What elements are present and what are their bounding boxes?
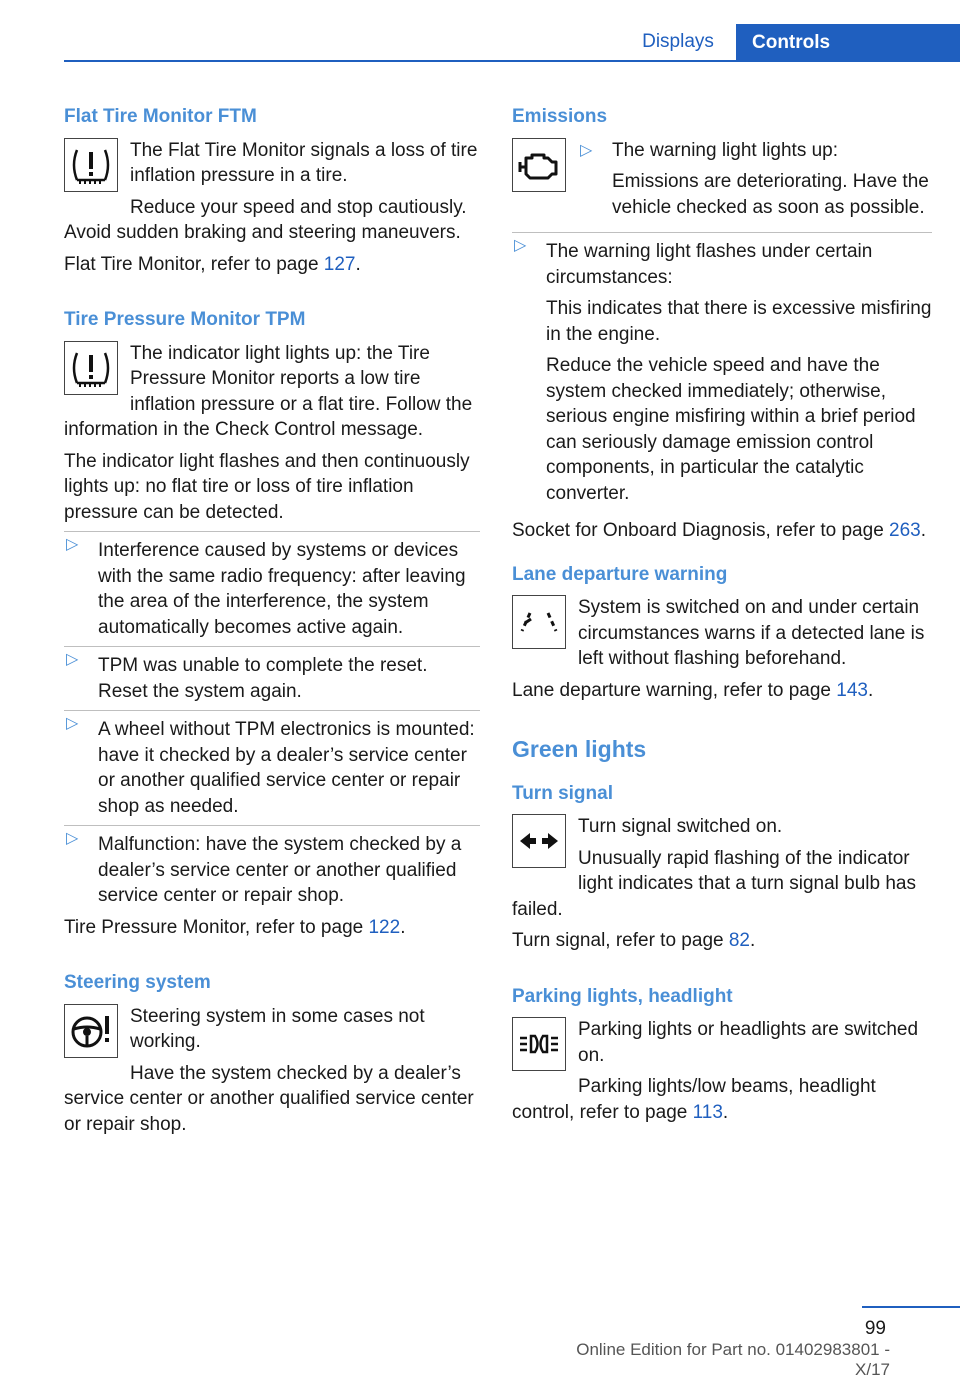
lane-departure-icon [512, 595, 566, 649]
list-item [578, 138, 932, 221]
page-link[interactable]: 122 [368, 916, 401, 938]
turn-paragraph-2: Unusually rapid flashing of the indicator light indicates that a turn signal bulb has failed. [512, 847, 916, 920]
ftm-paragraph-2: Reduce your speed and stop cautiously. Avoid sudden braking and steering maneuvers. [64, 196, 467, 243]
triangle-bullet-icon: ▷ [66, 536, 79, 553]
steering-warning-icon [64, 1004, 118, 1058]
edition-footer: Online Edition for Part no. 01402983801 - X/17 [576, 1340, 890, 1379]
list-item [64, 646, 480, 704]
section-title: Lane departure warning [512, 563, 728, 585]
ref-text: Flat Tire Monitor, refer to page [64, 253, 324, 275]
section-title: Flat Tire Monitor FTM [64, 106, 257, 127]
page-link[interactable]: 127 [323, 253, 356, 275]
list-item-text: Reduce the vehicle speed and have the system checked immediately; otherwise, serious engine misfiring within a brief period can seriously damage emission control components, in particular the catalytic converter. [546, 355, 916, 504]
list-item-text: This indicates that there is excessive misfiring in the engine. [546, 298, 932, 345]
socket-reference: Socket for Onboard Diagnosis, refer to page 263. [512, 520, 927, 541]
section-lane-departure [512, 558, 932, 704]
tire-pressure-warning-icon [64, 341, 118, 395]
emissions-list-1 [578, 138, 932, 227]
section-parking-lights [512, 980, 932, 1126]
page-link[interactable]: 263 [889, 520, 921, 541]
steering-paragraph-2: Have the system checked by a dealer’s service center or another qualified service center or repair shop. [64, 1062, 474, 1135]
parking-reference: Parking lights/low beams, headlight control, refer to page 113. [512, 1076, 876, 1123]
section-tire-pressure-monitor [64, 303, 480, 940]
list-item [512, 232, 932, 506]
section-title: Turn signal [512, 782, 613, 804]
ftm-reference: Flat Tire Monitor, refer to page 127. [64, 253, 361, 275]
ref-text: Lane departure warning, refer to page [512, 679, 837, 701]
emissions-list-2 [512, 232, 932, 506]
section-steering-system [64, 966, 480, 1137]
tpm-reference: Tire Pressure Monitor, refer to page 122. [64, 916, 406, 938]
green-lights-heading: Green lights [512, 736, 647, 762]
list-item [64, 825, 480, 909]
triangle-bullet-icon: ▷ [514, 237, 527, 254]
parking-paragraph-1: Parking lights or headlights are switched on. [578, 1019, 919, 1066]
turn-paragraph-1: Turn signal switched on. [578, 816, 783, 837]
section-title: Steering system [64, 972, 211, 993]
turn-signal-icon [512, 814, 566, 868]
lane-reference: Lane departure warning, refer to page 143. [512, 679, 874, 701]
left-column [64, 100, 480, 1163]
page-link[interactable]: 82 [728, 930, 750, 951]
list-item-text: TPM was unable to complete the reset. Reset the system again. [98, 655, 428, 702]
list-item-text: Interference caused by systems or devices with the same radio frequency: after leaving the area of the interference, the system automatically becomes active again. [98, 540, 466, 638]
steering-paragraph-1: Steering system in some cases not working. [130, 1005, 425, 1052]
section-flat-tire-monitor [64, 100, 480, 277]
triangle-bullet-icon: ▷ [66, 651, 79, 668]
list-item-text: Emissions are deteriorating. Have the vehicle checked as soon as possible. [612, 171, 929, 218]
right-column [512, 100, 932, 1151]
list-item [64, 710, 480, 819]
tpm-paragraph-1: The indicator light lights up: the Tire Pressure Monitor reports a low tire inflation pressure or a flat tire. Follow the information in the Check Control message. [64, 342, 473, 440]
engine-check-icon [512, 138, 566, 192]
ref-text: Turn signal, refer to page [512, 930, 729, 951]
tab-displays[interactable]: Displays [642, 31, 714, 52]
ref-text: Parking lights/low beams, headlight control, refer to page [512, 1076, 876, 1123]
section-title: Emissions [512, 106, 608, 127]
ref-text: Socket for Onboard Diagnosis, refer to page [512, 520, 890, 541]
list-item-text: The warning light flashes under certain circumstances: [546, 241, 873, 288]
page-link[interactable]: 143 [836, 679, 868, 701]
parking-lights-icon [512, 1017, 566, 1071]
tpm-list [64, 531, 480, 909]
section-emissions [512, 100, 932, 544]
list-item-text: The warning light lights up: [612, 139, 839, 161]
triangle-bullet-icon: ▷ [66, 715, 79, 732]
page-link[interactable]: 113 [692, 1101, 723, 1123]
tab-controls[interactable]: Controls [736, 24, 960, 62]
list-item-text: A wheel without TPM electronics is mounted: have it checked by a dealer’s service center or another qualified service center or repair shop as needed. [98, 719, 475, 817]
ftm-paragraph-1: The Flat Tire Monitor signals a loss of tire inflation pressure in a tire. [130, 139, 478, 186]
list-item [64, 531, 480, 640]
ref-text: Tire Pressure Monitor, refer to page [64, 916, 369, 938]
turn-reference: Turn signal, refer to page 82. [512, 930, 756, 951]
section-title: Parking lights, headlight [512, 985, 733, 1007]
section-title: Tire Pressure Monitor TPM [64, 309, 306, 330]
lane-paragraph: System is switched on and under certain circumstances warns if a detected lane is left without flashing beforehand. [578, 597, 925, 669]
triangle-bullet-icon: ▷ [580, 141, 593, 159]
triangle-bullet-icon: ▷ [66, 830, 79, 847]
list-item-text: Malfunction: have the system checked by a dealer’s service center or another qualified service center or repair shop. [98, 834, 462, 906]
page-number: 99 [862, 1306, 960, 1340]
section-turn-signal [512, 777, 932, 954]
tpm-paragraph-2: The indicator light flashes and then continuously lights up: no flat tire or loss of tire inflation pressure can be detected. [64, 450, 470, 523]
tire-pressure-warning-icon [64, 138, 118, 192]
